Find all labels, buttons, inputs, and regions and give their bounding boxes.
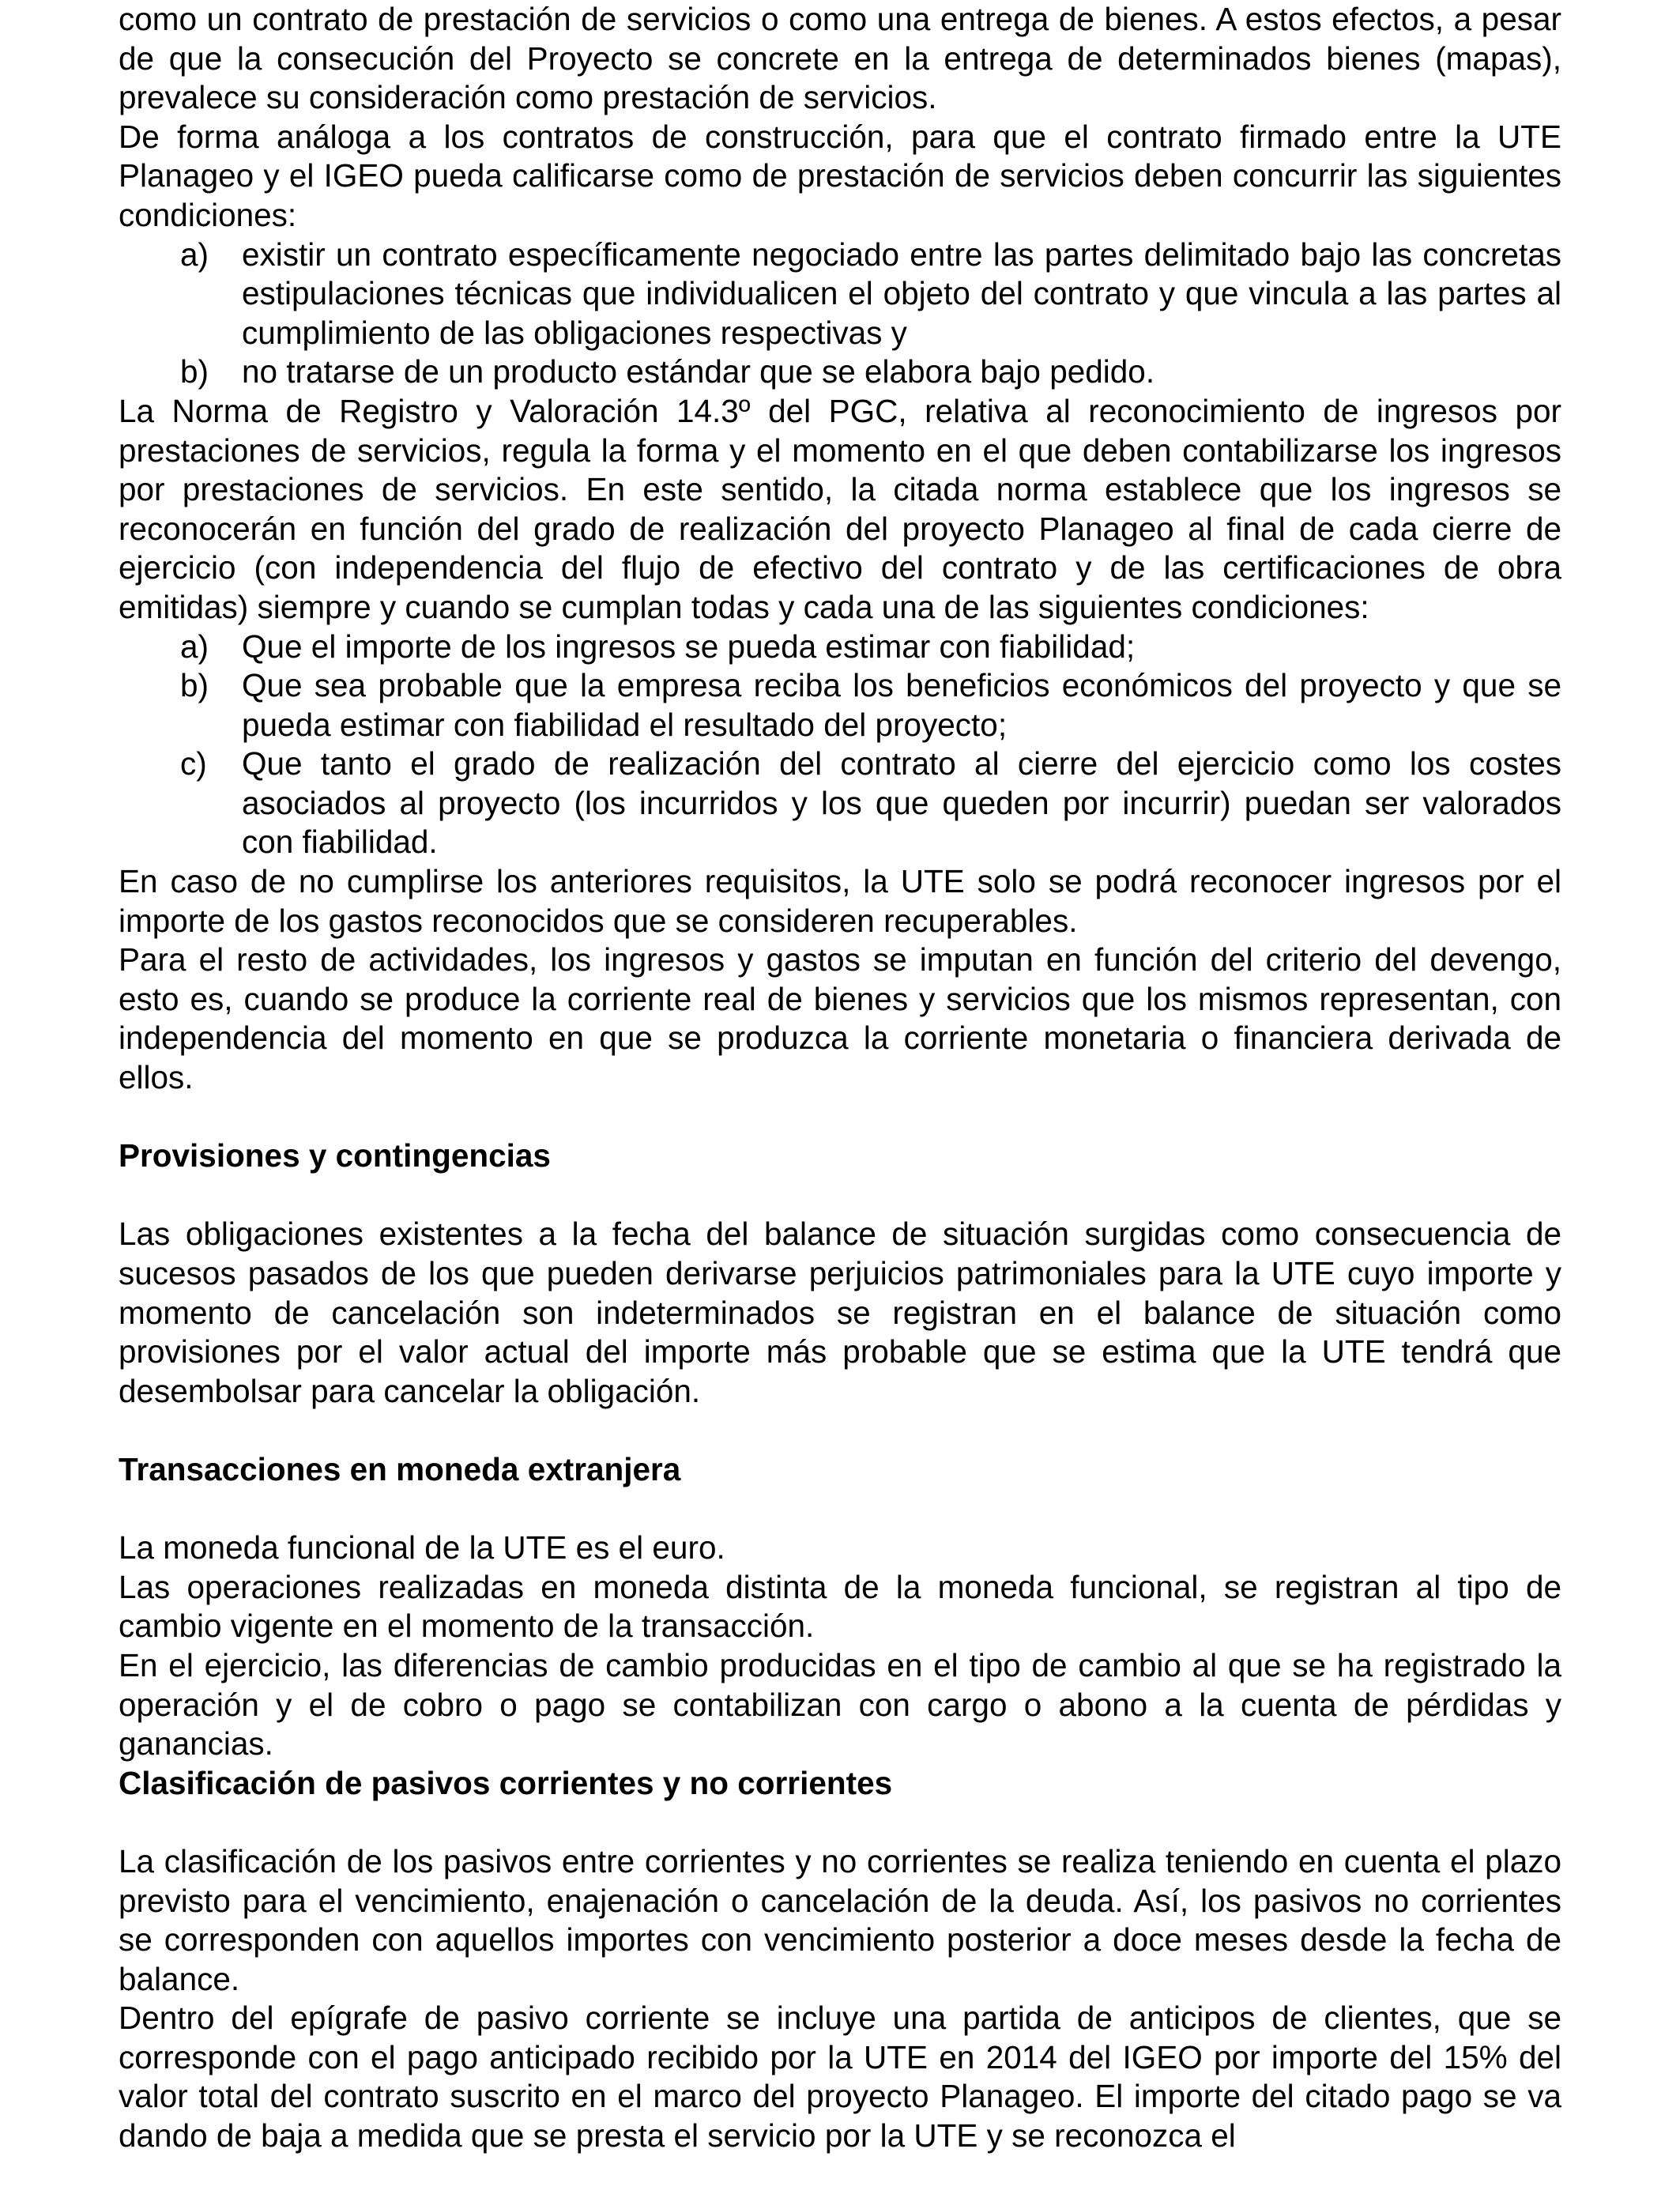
conditions-list: [119, 236, 1561, 392]
paragraph: Las operaciones realizadas en moneda distinta de la moneda funcional, se registran al tipo de cambio vigente en el momento de la transacción.: [119, 1568, 1561, 1645]
list-item: [119, 236, 1561, 353]
paragraph: En caso de no cumplirse los anteriores requisitos, la UTE solo se podrá reconocer ingresos por el importe de los gastos reconocidos que se consideren recuperables.: [119, 863, 1561, 939]
list-item-text: Que sea probable que la empresa reciba los beneficios económicos del proyecto y que se pueda estimar con fiabilidad el resultado del proyecto;: [242, 667, 1561, 743]
paragraph: como un contrato de prestación de servicios o como una entrega de bienes. A estos efectos, a pesar de que la consecución del Proyecto se concrete en la entrega de determinados bienes (mapas), prevalece su consideración como prestación de servicios.: [119, 1, 1561, 116]
list-marker: b): [180, 353, 209, 390]
list-item-text: no tratarse de un producto estándar que se elabora bajo pedido.: [242, 353, 1155, 390]
list-marker: a): [180, 628, 209, 665]
paragraph: La Norma de Registro y Valoración 14.3º del PGC, relativa al reconocimiento de ingresos por prestaciones de servicios, regula la forma y el momento en el que deben contabilizarse los ingresos por prestaciones de servicios. En este sentido, la citada norma establece que los ingresos se reconocerán en función del grado de realización del proyecto Planageo al final de cada cierre de ejercicio (con independencia del flujo de efectivo del contrato y de las certificaciones de obra emitidas) siempre y cuando se cumplan todas y cada una de las siguientes condiciones:: [119, 392, 1561, 625]
list-item-text: Que tanto el grado de realización del contrato al cierre del ejercicio como los costes asociados al proyecto (los incurridos y los que queden por incurrir) puedan ser valorados con fiabilidad.: [242, 745, 1561, 861]
list-item: [119, 745, 1561, 862]
document-page: [119, 0, 1561, 2156]
spacer: [119, 1176, 1561, 1216]
spacer: [119, 1098, 1561, 1137]
paragraph: Para el resto de actividades, los ingresos y gastos se imputan en función del criterio del devengo, esto es, cuando se produce la corriente real de bienes y servicios que los mismos representan, con independencia del momento en que se produzca la corriente monetaria o financiera derivada de ellos.: [119, 941, 1561, 1096]
list-marker: b): [180, 667, 209, 704]
list-marker: a): [180, 236, 209, 273]
list-item: [119, 352, 1561, 392]
paragraph: La moneda funcional de la UTE es el euro.: [119, 1529, 725, 1566]
paragraph: Dentro del epígrafe de pasivo corriente se incluye una partida de anticipos de clientes, que se corresponde con el pago anticipado recibido por la UTE en 2014 del IGEO por importe del 15% del valor total del contrato suscrito en el marco del proyecto Planageo. El importe del citado pago se va dando de baja a medida que se presta el servicio por la UTE y se reconozca el: [119, 2000, 1561, 2154]
section-heading: Clasificación de pasivos corrientes y no corrientes: [119, 1764, 893, 1801]
list-item-text: Que el importe de los ingresos se pueda estimar con fiabilidad;: [242, 628, 1136, 665]
paragraph: Las obligaciones existentes a la fecha del balance de situación surgidas como consecuencia de sucesos pasados de los que pueden derivarse perjuicios patrimoniales para la UTE cuyo importe y momento de cancelación son indeterminados se registran en el balance de situación como provisiones por el valor actual del importe más probable que se estima que la UTE tendrá que desembolsar para cancelar la obligación.: [119, 1216, 1561, 1409]
spacer: [119, 1411, 1561, 1450]
paragraph: De forma análoga a los contratos de construcción, para que el contrato firmado entre la UTE Planageo y el IGEO pueda calificarse como de prestación de servicios deben concurrir las siguientes condiciones:: [119, 118, 1561, 233]
section-heading: Transacciones en moneda extranjera: [119, 1450, 681, 1487]
spacer: [119, 1490, 1561, 1529]
paragraph: En el ejercicio, las diferencias de cambio producidas en el tipo de cambio al que se ha registrado la operación y el de cobro o pago se contabilizan con cargo o abono a la cuenta de pérdidas y ganancias.: [119, 1646, 1561, 1762]
list-item: [119, 628, 1561, 667]
revenue-conditions-list: [119, 628, 1561, 863]
list-item-text: existir un contrato específicamente negociado entre las partes delimitado bajo las concretas estipulaciones técnicas que individualicen el objeto del contrato y que vincula a las partes al cumplimiento de las obligaciones respectivas y: [242, 236, 1561, 351]
list-marker: c): [180, 745, 207, 782]
spacer: [119, 1803, 1561, 1842]
list-item: [119, 666, 1561, 745]
section-heading: Provisiones y contingencias: [119, 1137, 551, 1174]
paragraph: La clasificación de los pasivos entre corrientes y no corrientes se realiza teniendo en cuenta el plazo previsto para el vencimiento, enajenación o cancelación de la deuda. Así, los pasivos no corrientes se corresponden con aquellos importes con vencimiento posterior a doce meses desde la fecha de balance.: [119, 1842, 1561, 1997]
